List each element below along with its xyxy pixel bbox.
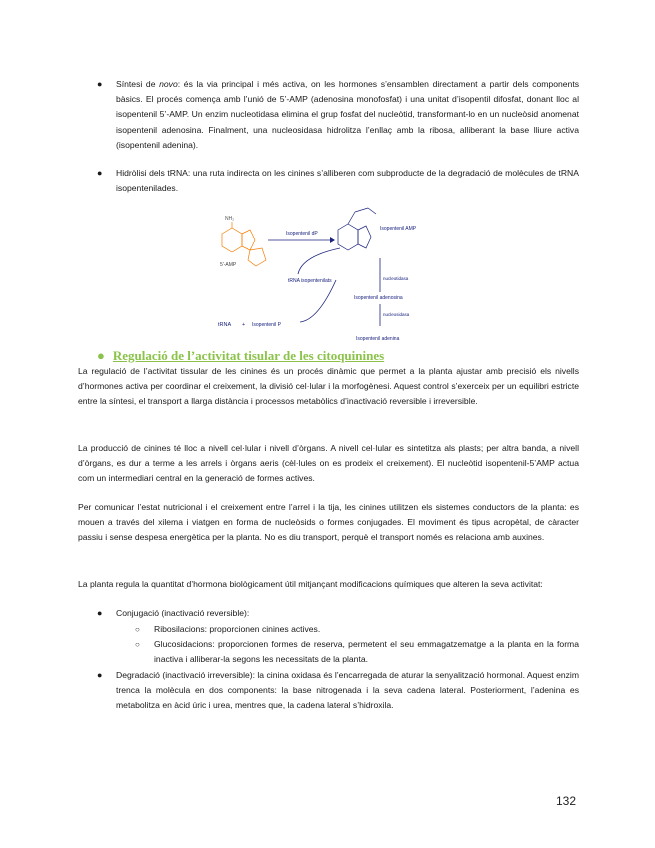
bullet-conjugacio [97, 606, 579, 621]
sub-bullet-circle: ○ [135, 625, 140, 634]
bullet-sintesi-de-novo [97, 77, 579, 153]
page-number: 132 [556, 794, 577, 808]
paragraph-regulacio: La regulació de l’activitat tissular de les cinines és un procés dinàmic que permet a la planta ajustar amb precisió els nivells d’hormones activa per coordinar el creixement, la divisió cel·lular i la morfogènesi. Aquest control s’exerceix per un equilibri estricte entre la síntesi, el transport a llarga distància i processos metabòlics d’inactivació reversible i irreversible. [78, 366, 579, 407]
sub-ribosilacions [135, 622, 579, 637]
nh2-label: NH₂ [225, 216, 235, 222]
isopentenil-p-label: Isopentenil P [252, 322, 281, 328]
bullet1-text: : és la via principal i més activa, on les hormones s’ensamblen directament a partir dels components bàsics. El procés comença amb l’unió de 5’-AMP (adenosina monofosfat) i una unitat d’isopentil difosfat, donant lloc al isopentenil 5’-AMP. Un enzim nucleotidasa elimina el grup fosfat del nucleòtid, transformant-lo en un nucleòsid anomenat isopentenil adenosina. Finalment, una nucleosidasa hidrolitza l’enllaç amb la ribosa, alliberant la base lliure activa (isopentenil adenina). [116, 79, 580, 150]
isopentenil-adenosina-label: Isopentenil adenosina [354, 295, 403, 301]
bullet-dot: ● [97, 670, 103, 680]
bullet-dot: ● [97, 168, 103, 178]
heading-text: Regulació de l’activitat tisular de les citoquinines [112, 348, 385, 363]
bullet-dot: ● [97, 79, 103, 89]
arrow-trna-bottom [300, 280, 336, 322]
glucosidacions-text: Glucosidacions: proporcionen formes de reserva, permetent el seu emmagatzematge a la planta en la forma inactiva i alliberar-la segons les necessitats de la planta. [154, 639, 579, 665]
arrowhead-amp [330, 237, 335, 243]
bullet-degradacio [97, 668, 579, 714]
trna-label: tRNA [218, 322, 232, 328]
bullet2-text: Hidròlisi dels tRNA: una ruta indirecta on les cinines s’alliberen com subproducte de la degradació de molècules de tRNA isopentenilades. [116, 168, 579, 194]
heading-bullet-dot: ● [97, 348, 105, 363]
isopentenil-adenina-label: Isopentenil adenina [356, 336, 400, 342]
sub-glucosidacions [135, 637, 579, 667]
amp-label: 5'-AMP [220, 262, 237, 268]
plus-label: + [242, 322, 246, 328]
trna-isopentenilats-label: tRNA isopentenilats [288, 278, 332, 284]
bullet-hidrolisi-trna [97, 166, 579, 196]
bullet-dot: ● [97, 608, 103, 618]
paragraph-produccio: La producció de cinines té lloc a nivell cel·lular i nivell d’òrgans. A nivell cel·lular es sintetitza als plasts; per altra banda, a nivell d’òrgans, es dur a terme a les arrels i òrgans aeris (cèl·lules on es prodeix el creixement). El nucleòtid isopentenil-5’AMP actua com un intermediari central en la generació de formes actives. [78, 443, 579, 484]
nucleotidasa-label: nucleotidasa [383, 276, 409, 281]
isopentenil-amp-molecule [338, 208, 376, 250]
cytokinin-biosynthesis-diagram [210, 200, 450, 344]
bullet1-lead-italic: novo [159, 79, 178, 89]
sub-bullet-circle: ○ [135, 640, 140, 649]
paragraph-modificacions: La planta regula la quantitat d’hormona biològicament útil mitjançant modificacions químiques que alteren la seva activitat: [78, 579, 543, 589]
isopentenil-dp-label: Isopentenil dP [286, 231, 318, 237]
arrow-trna-curve [298, 248, 340, 274]
isopentenil-amp-label: Isopentenil AMP [380, 226, 417, 232]
conjugacio-text: Conjugació (inactivació reversible): [116, 608, 250, 618]
section-heading [97, 348, 517, 364]
paragraph-transport: Per comunicar l’estat nutricional i el creixement entre l’arrel i la tija, les cinines utilitzen els sistemes conductors de la planta: es mouen a través del xilema i viatgen en forma de nucleòsids o formes conjugades. El moviment és tipus acropètal, de càracter passiu i sense despesa energètica per la planta. No es diu transport, perquè el transport només es relaciona amb auxines. [78, 502, 579, 543]
nucleosidasa-label: nucleosidasa [383, 312, 410, 317]
bullet1-lead: Síntesi de [116, 79, 160, 89]
amp-molecule [222, 222, 266, 266]
ribosilacions-text: Ribosilacions: proporcionen cinines actives. [154, 624, 321, 634]
degradacio-text: Degradació (inactivació irreversible): la cinina oxidasa és l’encarregada de aturar la senyalització hormonal. Aquest enzim trenca la molècula en dos components: la base nitrogenada i la seva cadena lateral. Posteriorment, l’adenina es metabolitza en àcid úric i urea, mentres que, la cadena lateral s’hidroxila. [116, 670, 579, 711]
